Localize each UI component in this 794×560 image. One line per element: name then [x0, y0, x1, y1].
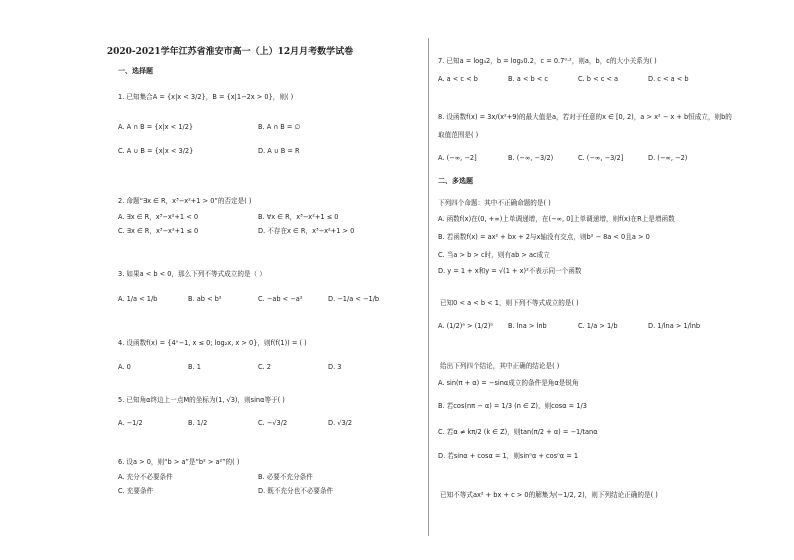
question-8-option-d: D. (−∞, −2)	[648, 154, 688, 162]
question-6-option-b: B. 必要不充分条件	[258, 473, 313, 481]
question-10-option-c: C. 1/a > 1/b	[578, 322, 618, 330]
question-10-option-a: A. (1/2)ᵃ > (1/2)ᵇ	[438, 322, 494, 330]
question-10-option-b: B. lna > lnb	[508, 322, 547, 330]
question-5-option-d: D. √3/2	[328, 419, 353, 427]
question-8-option-a: A. (−∞, −2]	[438, 154, 477, 162]
question-11-option-d: D. 若sinα + cosα = 1，则sinⁿα + cosⁿα = 1	[438, 452, 579, 460]
column-divider	[428, 38, 429, 536]
section-heading-1: 一、选择题	[118, 67, 153, 75]
question-11-option-a: A. sin(π + α) = −sinα成立的条件是角α是锐角	[438, 379, 579, 387]
question-10-stem: 已知0 < a < b < 1，则下列不等式成立的是( )	[440, 299, 579, 307]
question-5-option-c: C. −√3/2	[258, 419, 288, 427]
question-4-option-d: D. 3	[328, 363, 342, 371]
question-4-option-c: C. 2	[258, 363, 271, 371]
question-11-option-b: B. 若cos(nπ − α) = 1/3 (n ∈ Z)，则cosα = 1/3	[438, 402, 587, 410]
question-2-option-b: B. ∀x ∈ R，x³−x²+1 ≤ 0	[258, 213, 339, 221]
question-9-stem: 下列四个命题：其中不正确命题的是( )	[438, 199, 551, 207]
question-2-option-c: C. ∃x ∈ R，x³−x²+1 ≤ 0	[118, 227, 199, 235]
question-3-option-a: A. 1/a < 1/b	[118, 295, 158, 303]
question-6-option-a: A. 充分不必要条件	[118, 473, 173, 481]
question-1-option-d: D. A ∪ B = R	[258, 147, 300, 155]
question-4-stem: 4. 设函数f(x) = {4ˣ−1, x ≤ 0; log₂x, x > 0}，则f(f(1)) = ( )	[118, 339, 307, 347]
question-2-option-d: D. 不存在x ∈ R，x³−x²+1 > 0	[258, 227, 355, 235]
question-8-option-b: B. (−∞, −3/2)	[508, 154, 554, 162]
question-5-option-a: A. −1/2	[118, 419, 143, 427]
question-12-stem: 已知不等式ax² + bx + c > 0的解集为(−1/2, 2)，则下列结论正确的是( )	[440, 491, 658, 499]
question-1-option-c: C. A ∪ B = {x|x < 3/2}	[118, 147, 194, 155]
question-1-option-a: A. A ∩ B = {x|x < 1/2}	[118, 123, 194, 131]
question-7-option-c: C. b < c < a	[578, 75, 619, 83]
question-2-stem: 2. 命题“∃x ∈ R，x³−x²+1 > 0”的否定是( )	[118, 197, 252, 205]
question-3-option-c: C. −ab < −a²	[258, 295, 303, 303]
question-7-stem: 7. 已知a = log₃2，b = log₂0.2，c = 0.7⁰·²，则a，b，c的大小关系为( )	[438, 57, 657, 65]
question-6-option-d: D. 既不充分也不必要条件	[258, 487, 334, 495]
question-9-option-a: A. 函数f(x)在(0, +∞)上单调递增，在(−∞, 0]上单调递增，则f(x)在R上是增函数	[438, 215, 675, 223]
question-1-stem: 1. 已知集合A = {x|x < 3/2}，B = {x|1−2x > 0}，则( )	[118, 93, 294, 101]
question-11-option-c: C. 若α ≠ kπ/2 (k ∈ Z)，则tan(π/2 + α) = −1/tanα	[438, 428, 598, 436]
question-8-stem-line-1: 8. 设函数f(x) = 3x/(x²+9)的最大值是a，若对于任意的x ∈ [0, 2)，a > x² − x + b恒成立，则b的	[438, 113, 732, 121]
question-7-option-d: D. c < a < b	[648, 75, 689, 83]
question-5-option-b: B. 1/2	[188, 419, 208, 427]
question-2-option-a: A. ∃x ∈ R，x³−x²+1 < 0	[118, 213, 199, 221]
question-11-stem: 给出下列四个结论，其中正确的结论是( )	[440, 362, 560, 370]
question-10-option-d: D. 1/lna > 1/lnb	[648, 322, 701, 330]
question-9-option-d: D. y = 1 + x和y = √(1 + x)²不表示同一个函数	[438, 267, 582, 275]
question-7-option-b: B. a < b < c	[508, 75, 549, 83]
question-4-option-b: B. 1	[188, 363, 201, 371]
question-3-option-d: D. −1/a < −1/b	[328, 295, 380, 303]
question-4-option-a: A. 0	[118, 363, 131, 371]
question-8-stem-line-2: 取值范围是( )	[438, 131, 479, 139]
question-3-stem: 3. 如果a < b < 0，那么下列不等式成立的是（ ）	[118, 270, 266, 278]
section-heading-2: 二、多选题	[438, 177, 473, 185]
question-8-option-c: C. (−∞, −3/2]	[578, 154, 624, 162]
question-9-option-b: B. 若函数f(x) = ax² + bx + 2与x轴没有交点，则b² − 8a < 0且a > 0	[438, 233, 650, 241]
question-3-option-b: B. ab < b²	[188, 295, 222, 303]
question-9-option-c: C. 当a > b > c时，则有ab > ac成立	[438, 251, 550, 259]
question-7-option-a: A. a < c < b	[438, 75, 478, 83]
question-6-option-c: C. 充要条件	[118, 487, 154, 495]
page-title: 2020-2021学年江苏省淮安市高一（上）12月月考数学试卷	[106, 47, 354, 57]
question-6-stem: 6. 设a > 0，则“b > a”是“b² > a²”的( )	[118, 458, 240, 466]
question-5-stem: 5. 已知角α终边上一点M的坐标为(1, √3)，则sinα等于( )	[118, 396, 285, 404]
question-1-option-b: B. A ∩ B = ∅	[258, 123, 301, 131]
